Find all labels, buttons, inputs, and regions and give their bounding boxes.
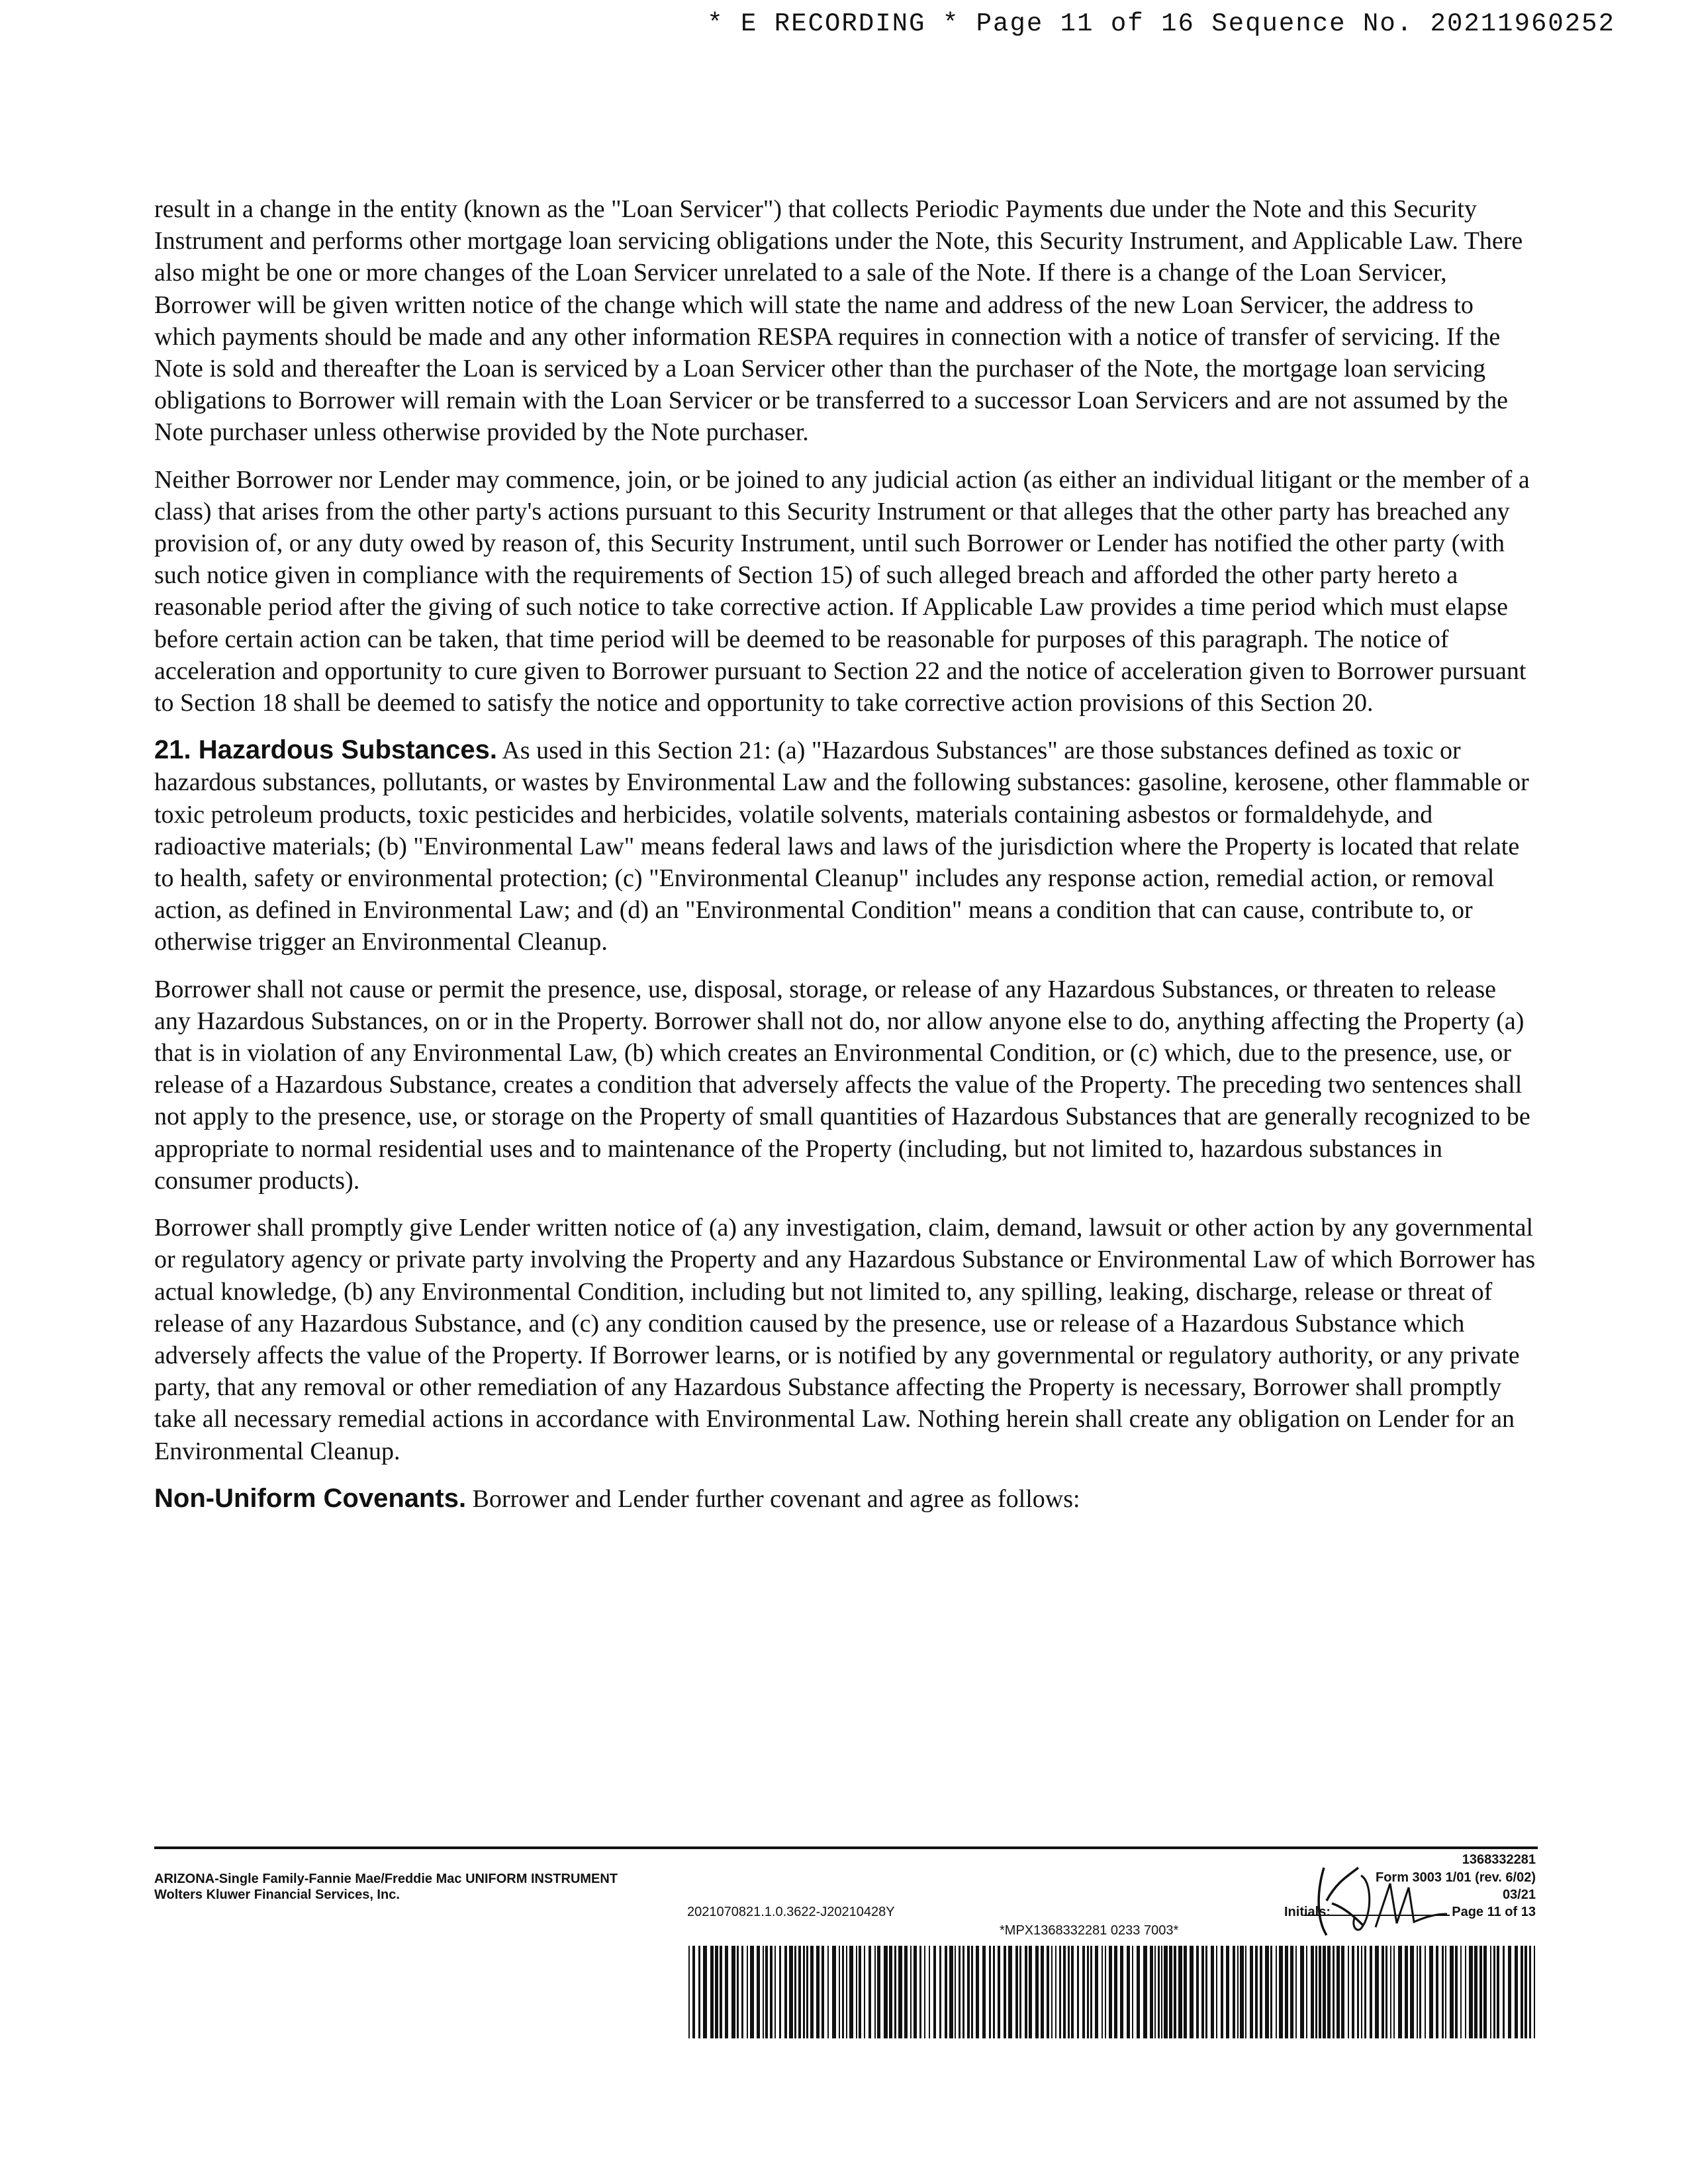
barcode-bar xyxy=(1515,1946,1518,2038)
document-body xyxy=(154,193,1538,1530)
barcode-bar xyxy=(688,1946,690,2038)
barcode-bar xyxy=(1178,1946,1182,2038)
barcode-bar xyxy=(1137,1946,1140,2038)
barcode-bar xyxy=(1087,1946,1089,2038)
barcode-bar xyxy=(1082,1946,1085,2038)
barcode-bar xyxy=(1132,1946,1133,2038)
barcode-bar xyxy=(1382,1946,1384,2038)
barcode-bar xyxy=(1534,1946,1535,2038)
barcode-bar xyxy=(692,1946,695,2038)
recording-header: * E RECORDING * Page 11 of 16 Sequence No. 20211960252 xyxy=(707,9,1615,38)
barcode-bar xyxy=(1127,1946,1130,2038)
barcode-bar xyxy=(1364,1946,1366,2038)
footer-loan-number: 1368332281 xyxy=(1462,1852,1536,1867)
barcode-bar xyxy=(1483,1946,1487,2038)
footer-doc-code: 2021070821.1.0.3622-J20210428Y xyxy=(687,1905,895,1919)
barcode-bar xyxy=(1105,1946,1106,2038)
barcode-bar xyxy=(889,1946,892,2038)
barcode-bar xyxy=(1352,1946,1354,2038)
barcode-bar xyxy=(1479,1946,1482,2038)
barcode-bar xyxy=(924,1946,925,2038)
barcode-bar xyxy=(1529,1946,1531,2038)
barcode-bar xyxy=(1237,1946,1239,2038)
barcode-bar xyxy=(737,1946,739,2038)
barcode-bar xyxy=(864,1946,865,2038)
barcode-bar xyxy=(1019,1946,1021,2038)
barcode-bar xyxy=(1336,1946,1340,2038)
non-uniform-text: Borrower and Lender further covenant and agree as follows: xyxy=(466,1484,1080,1513)
barcode-bar xyxy=(1497,1946,1499,2038)
barcode-bar xyxy=(1154,1946,1156,2038)
barcode-bar xyxy=(919,1946,921,2038)
section-21-text: As used in this Section 21: (a) "Hazardous Substances" are those substances defined as toxic or hazardous substances, pollutants, or wastes by Environmental Law and the following substances: gasoline, kerosene, other flammable or toxic petroleum products, toxic pesticides and herbicides, volatile solvents, materials containing asbestos or formaldehyde, and radioactive materials; (b) "Environmental Law" means federal laws and laws of the jurisdiction where the Property is located that relate to health, safety or environmental protection; (c) "Environmental Cleanup" includes any response action, remedial action, or removal action, as defined in Environmental Law; and (d) an "Environmental Condition" means a condition that can cause, contribute to, or otherwise trigger an Environmental Cleanup. xyxy=(154,737,1529,956)
barcode-bar xyxy=(794,1946,796,2038)
barcode-bar xyxy=(1008,1946,1012,2038)
barcode-bar xyxy=(856,1946,857,2038)
barcode-bar xyxy=(1442,1946,1444,2038)
footer-revision-date: 03/21 xyxy=(1502,1888,1536,1902)
barcode-bar xyxy=(962,1946,964,2038)
barcode-bar xyxy=(763,1946,764,2038)
barcode-bar xyxy=(914,1946,917,2038)
barcode-bar xyxy=(1190,1946,1194,2038)
barcode-bar xyxy=(1460,1946,1462,2038)
barcode-bar xyxy=(1169,1946,1172,2038)
barcode-bar xyxy=(998,1946,1000,2038)
barcode-bar xyxy=(1276,1946,1277,2038)
barcode-bar xyxy=(1090,1946,1092,2038)
barcode-bar xyxy=(1211,1946,1214,2038)
barcode-bar xyxy=(720,1946,722,2038)
barcode-bar xyxy=(710,1946,714,2038)
barcode-bar xyxy=(1240,1946,1244,2038)
barcode-bar xyxy=(1341,1946,1344,2038)
barcode-bar xyxy=(1041,1946,1044,2038)
barcode-bar xyxy=(827,1946,829,2038)
barcode-bar xyxy=(1077,1946,1079,2038)
barcode-bar xyxy=(1035,1946,1039,2038)
barcode-bar xyxy=(1068,1946,1070,2038)
barcode-bar xyxy=(1405,1946,1408,2038)
barcode-bar xyxy=(1015,1946,1018,2038)
barcode-bar xyxy=(1143,1946,1147,2038)
barcode-bar xyxy=(1226,1946,1229,2038)
barcode-bar xyxy=(1063,1946,1066,2038)
barcode-bar xyxy=(1250,1946,1253,2038)
barcode-bar xyxy=(1205,1946,1207,2038)
barcode-bar xyxy=(1465,1946,1466,2038)
barcode-bar xyxy=(1327,1946,1331,2038)
barcode-bar xyxy=(832,1946,836,2038)
barcode-bar xyxy=(1375,1946,1379,2038)
barcode-bar xyxy=(1300,1946,1304,2038)
barcode-bar xyxy=(1216,1946,1217,2038)
barcode-bar xyxy=(1174,1946,1176,2038)
footer-form-number: Form 3003 1/01 (rev. 6/02) xyxy=(1376,1870,1536,1885)
barcode-bar xyxy=(904,1946,908,2038)
footer-publisher: Wolters Kluwer Financial Services, Inc. xyxy=(154,1888,400,1902)
barcode-bar xyxy=(715,1946,718,2038)
barcode-bar xyxy=(1419,1946,1421,2038)
barcode-bar xyxy=(1233,1946,1235,2038)
barcode-bar xyxy=(1161,1946,1162,2038)
barcode-bar xyxy=(1410,1946,1414,2038)
barcode-bar xyxy=(1348,1946,1349,2038)
barcode-bar xyxy=(910,1946,912,2038)
non-uniform-covenants xyxy=(154,1482,1538,1515)
barcode-bar xyxy=(846,1946,847,2038)
barcode-bar xyxy=(1450,1946,1454,2038)
barcode-bar xyxy=(894,1946,896,2038)
barcode-bar xyxy=(1393,1946,1395,2038)
paragraph-hazardous-notice: Borrower shall promptly give Lender written notice of (a) any investigation, claim, demand, lawsuit or other action by any governmental or regulatory agency or private party involving the Property and any Hazardous Substance or Environmental Law of which Borrower has actual knowledge, (b) any Environmental Condition, including but not limited to, any spilling, leaking, discharge, release or threat of release of any Hazardous Substance, and (c) any condition caused by the presence, use or release of a Hazardous Substance which adversely affects the value of the Property. If Borrower learns, or is notified by any governmental or regulatory authority, or any private party, that any removal or other remediation of any Hazardous Substance affecting the Property is necessary, Borrower shall promptly take all necessary remedial actions in accordance with Environmental Law. Nothing herein shall create any obligation on Lender for an Environmental Cleanup. xyxy=(154,1214,1536,1465)
barcode-bar xyxy=(1029,1946,1032,2038)
barcode-bar xyxy=(698,1946,700,2038)
barcode-bar xyxy=(993,1946,995,2038)
barcode-bar xyxy=(967,1946,970,2038)
barcode-bar xyxy=(933,1946,936,2038)
barcode-bar xyxy=(750,1946,754,2038)
barcode-bar xyxy=(1311,1946,1314,2038)
barcode-bar xyxy=(1319,1946,1321,2038)
barcode-bar xyxy=(945,1946,947,2038)
paragraph-hazardous-presence: Borrower shall not cause or permit the presence, use, disposal, storage, or release of any Hazardous Substances, or threaten to release any Hazardous Substances, on or in the Property. Borrower shall not do, nor allow anyone else to do, anything affecting the Property (a) that is in violation of any Environmental Law, (b) which creates an Environmental Condition, or (c) which, due to the presence, use, or release of a Hazardous Substance, creates a condition that adversely affects the value of the Property. The preceding two sentences shall not apply to the presence, use, or storage on the Property of small quantities of Hazardous Substances that are generally recognized to be appropriate to normal residential uses and to maintenance of the Property (including, but not limited to, hazardous substances in consumer products). xyxy=(154,975,1530,1195)
barcode-bar xyxy=(747,1946,748,2038)
barcode-bar xyxy=(1445,1946,1446,2038)
barcode-bar xyxy=(1047,1946,1049,2038)
barcode-bar xyxy=(725,1946,728,2038)
barcode-bar xyxy=(1357,1946,1359,2038)
barcode-bar xyxy=(1474,1946,1477,2038)
section-21-heading: 21. Hazardous Substances. xyxy=(154,735,497,765)
barcode-bar xyxy=(774,1946,776,2038)
barcode-bar xyxy=(1025,1946,1027,2038)
barcode-bar xyxy=(1333,1946,1335,2038)
barcode-bar xyxy=(1524,1946,1527,2038)
barcode-bar xyxy=(1059,1946,1061,2038)
barcode-bar xyxy=(821,1946,824,2038)
barcode-bar xyxy=(1265,1946,1269,2038)
barcode-bar xyxy=(789,1946,793,2038)
barcode-bar xyxy=(874,1946,876,2038)
barcode-bar xyxy=(884,1946,888,2038)
barcode-bar xyxy=(1469,1946,1473,2038)
barcode-bar xyxy=(1279,1946,1283,2038)
barcode-bar xyxy=(868,1946,871,2038)
barcode-bar xyxy=(765,1946,768,2038)
barcode-bar xyxy=(779,1946,781,2038)
barcode-bar xyxy=(1158,1946,1160,2038)
barcode-bar xyxy=(1323,1946,1326,2038)
barcode-bar xyxy=(1245,1946,1246,2038)
barcode-bar xyxy=(1071,1946,1074,2038)
barcode-bar xyxy=(1425,1946,1426,2038)
barcode-bar xyxy=(1429,1946,1433,2038)
barcode-bar xyxy=(1164,1946,1168,2038)
barcode-bar xyxy=(1295,1946,1297,2038)
barcode-bar xyxy=(1051,1946,1053,2038)
paragraph-loan-servicer: result in a change in the entity (known as the "Loan Servicer") that collects Periodic Payments due under the Note and this Security Instrument and performs other mortgage loan servicing obligations under the Note, this Security Instrument, and Applicable Law. There also might be one or more changes of the Loan Servicer unrelated to a sale of the Note. If there is a change of the Loan Servicer, Borrower will be given written notice of the change which will state the name and address of the new Loan Servicer, the address to which payments should be made and any other information RESPA requires in connection with a notice of transfer of servicing. If the Note is sold and thereafter the Loan is serviced by a Loan Servicer other than the purchaser of the Note, the mortgage loan servicing obligations to Borrower will remain with the Loan Servicer or be transferred to a successor Loan Servicers and are not assumed by the Note purchaser unless otherwise provided by the Note purchaser. xyxy=(154,195,1523,447)
paragraph-judicial-action: Neither Borrower nor Lender may commence, join, or be joined to any judicial action (as either an individual litigant or the member of a class) that arises from the other party's actions pursuant to this Security Instrument or that alleges that the other party has breached any provision of, or any duty owed by reason of, this Security Instrument, until such Borrower or Lender has notified the other party (with such notice given in compliance with the requirements of Section 15) of such alleged breach and afforded the other party hereto a reasonable period after the giving of such notice to take corrective action. If Applicable Law provides a time period which must elapse before certain action can be taken, that time period will be deemed to be reasonable for purposes of this paragraph. The notice of acceleration and opportunity to cure given to Borrower pursuant to Section 22 and the notice of acceleration given to Borrower pursuant to Section 18 shall be deemed to satisfy the notice and opportunity to take corrective action provisions of this Section 20. xyxy=(154,465,1530,717)
barcode-bar xyxy=(1109,1946,1112,2038)
barcode-bar xyxy=(929,1946,930,2038)
barcode-bar xyxy=(703,1946,707,2038)
footer-divider xyxy=(154,1846,1538,1849)
barcode-bar xyxy=(1521,1946,1523,2038)
non-uniform-heading: Non-Uniform Covenants. xyxy=(154,1483,467,1513)
barcode-bar xyxy=(1150,1946,1153,2038)
barcode-bar xyxy=(1503,1946,1505,2038)
barcode xyxy=(688,1946,1539,2038)
barcode-bar xyxy=(1270,1946,1272,2038)
barcode-bar xyxy=(741,1946,743,2038)
barcode-bar xyxy=(1315,1946,1317,2038)
barcode-bar xyxy=(1114,1946,1117,2038)
footer-page-label: Page 11 of 13 xyxy=(1452,1905,1536,1919)
initials-signature xyxy=(1297,1854,1456,1940)
barcode-bar xyxy=(1390,1946,1391,2038)
barcode-bar xyxy=(982,1946,986,2038)
barcode-bar xyxy=(1201,1946,1204,2038)
barcode-bar xyxy=(1184,1946,1187,2038)
barcode-bar xyxy=(1102,1946,1103,2038)
barcode-bar xyxy=(1493,1946,1495,2038)
barcode-bar xyxy=(849,1946,853,2038)
barcode-bar xyxy=(959,1946,961,2038)
barcode-bar xyxy=(784,1946,787,2038)
footer-form-title: ARIZONA-Single Family-Fannie Mae/Freddie Mac UNIFORM INSTRUMENT xyxy=(154,1872,618,1886)
barcode-bar xyxy=(1370,1946,1372,2038)
barcode-bar xyxy=(989,1946,991,2038)
barcode-bar xyxy=(757,1946,760,2038)
barcode-bar xyxy=(877,1946,880,2038)
barcode-bar xyxy=(939,1946,941,2038)
barcode-bar xyxy=(1436,1946,1438,2038)
barcode-bar xyxy=(1361,1946,1362,2038)
barcode-bar xyxy=(1196,1946,1199,2038)
barcode-bar xyxy=(1455,1946,1458,2038)
barcode-bar xyxy=(971,1946,973,2038)
barcode-bar xyxy=(1255,1946,1258,2038)
barcode-bar xyxy=(803,1946,805,2038)
barcode-bar xyxy=(859,1946,861,2038)
barcode-bar xyxy=(1095,1946,1098,2038)
barcode-bar xyxy=(955,1946,956,2038)
barcode-bar xyxy=(1385,1946,1387,2038)
barcode-bar xyxy=(1290,1946,1293,2038)
barcode-bar xyxy=(949,1946,953,2038)
barcode-bar xyxy=(1417,1946,1418,2038)
section-21 xyxy=(154,734,1538,958)
barcode-bar xyxy=(731,1946,735,2038)
barcode-bar xyxy=(1004,1946,1006,2038)
barcode-bar xyxy=(798,1946,801,2038)
barcode-bar xyxy=(1221,1946,1223,2038)
barcode-bar xyxy=(1285,1946,1288,2038)
barcode-bar xyxy=(842,1946,844,2038)
barcode-caption: *MPX1368332281 0233 7003* xyxy=(1000,1923,1179,1938)
footer-initials-label: Initials: xyxy=(1284,1905,1331,1919)
barcode-bar xyxy=(806,1946,808,2038)
barcode-bar xyxy=(898,1946,902,2038)
barcode-bar xyxy=(770,1946,773,2038)
barcode-bar xyxy=(839,1946,840,2038)
barcode-bar xyxy=(1398,1946,1402,2038)
barcode-bar xyxy=(816,1946,820,2038)
barcode-bar xyxy=(1508,1946,1511,2038)
barcode-bar xyxy=(1260,1946,1262,2038)
barcode-bar xyxy=(1490,1946,1491,2038)
barcode-bar xyxy=(810,1946,814,2038)
barcode-bar xyxy=(1306,1946,1307,2038)
barcode-bar xyxy=(1120,1946,1123,2038)
barcode-bar xyxy=(1055,1946,1056,2038)
barcode-bar xyxy=(976,1946,979,2038)
